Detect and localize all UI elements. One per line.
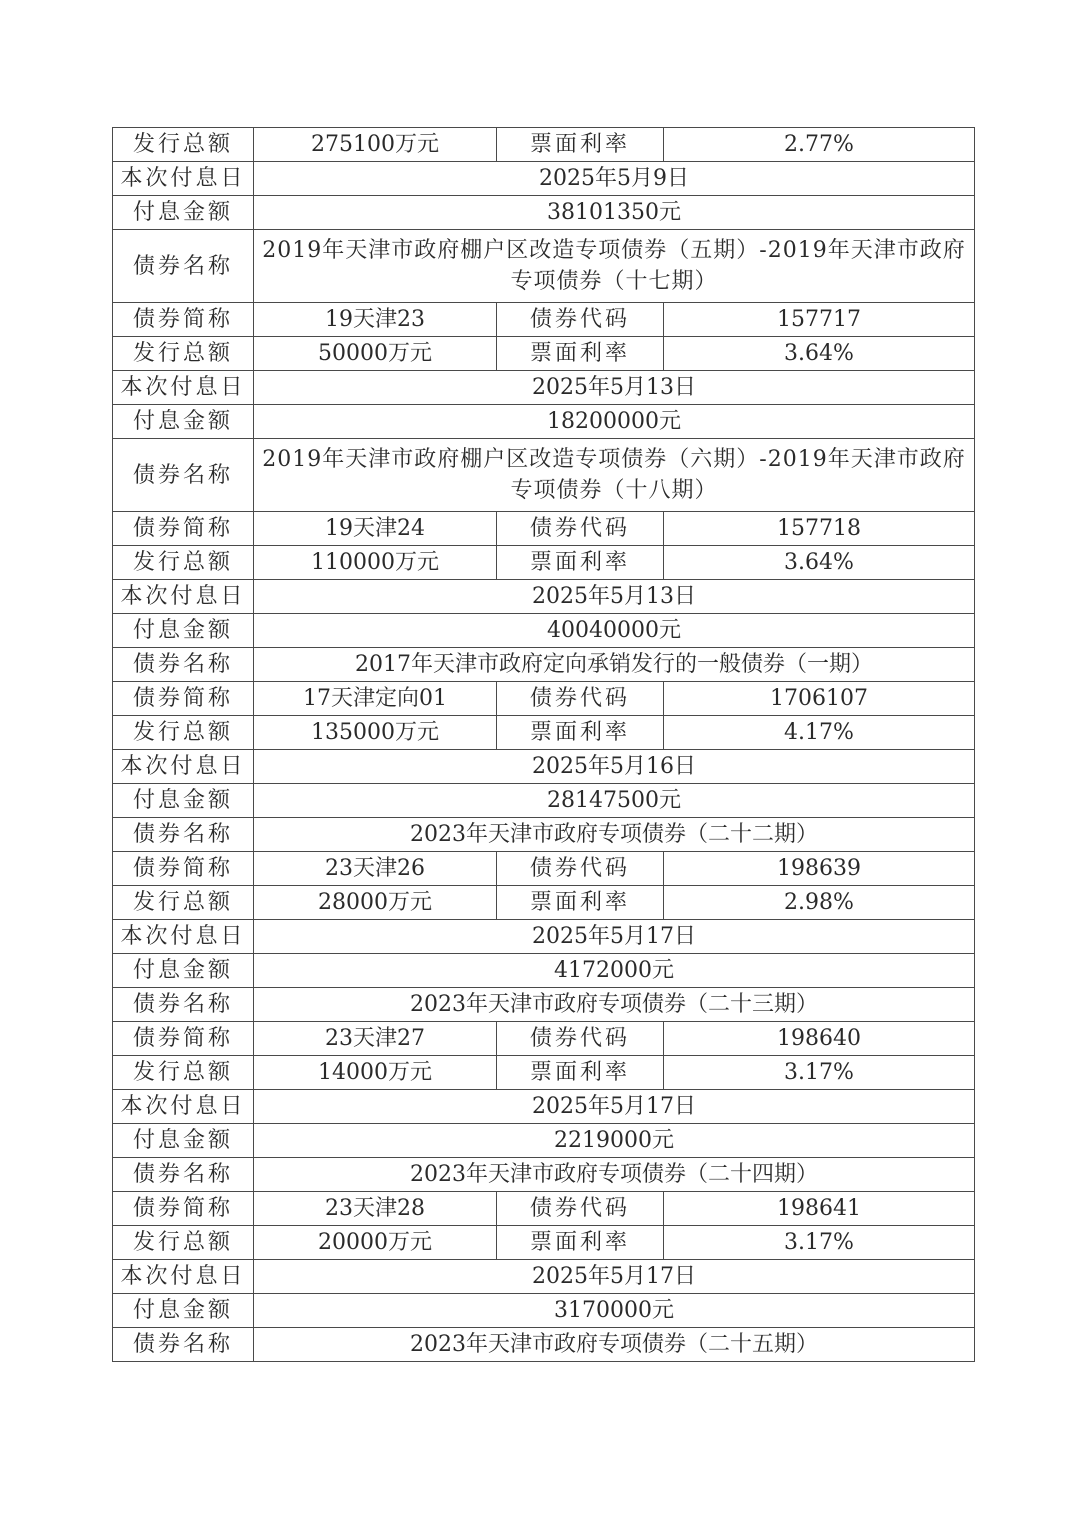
coupon-rate-label: 票面利率 <box>497 128 664 162</box>
bond-code-value: 198639 <box>664 852 975 886</box>
pay-amount-value: 18200000元 <box>254 405 975 439</box>
pay-amount-value: 28147500元 <box>254 784 975 818</box>
short-name-label: 债券简称 <box>113 1192 254 1226</box>
issue-total-value: 110000万元 <box>254 546 497 580</box>
pay-date-value: 2025年5月17日 <box>254 1090 975 1124</box>
pay-date-value: 2025年5月13日 <box>254 580 975 614</box>
pay-date-value: 2025年5月13日 <box>254 371 975 405</box>
pay-amount-value: 4172000元 <box>254 954 975 988</box>
pay-date-label: 本次付息日 <box>113 580 254 614</box>
bond-name-label: 债券名称 <box>113 648 254 682</box>
table-row <box>113 371 975 405</box>
table-row <box>113 1158 975 1192</box>
coupon-rate-value: 4.17% <box>664 716 975 750</box>
short-name-value: 17天津定向01 <box>254 682 497 716</box>
pay-amount-value: 38101350元 <box>254 196 975 230</box>
bond-code-label: 债券代码 <box>497 303 664 337</box>
issue-total-value: 20000万元 <box>254 1226 497 1260</box>
short-name-value: 23天津26 <box>254 852 497 886</box>
short-name-label: 债券简称 <box>113 512 254 546</box>
issue-total-value: 14000万元 <box>254 1056 497 1090</box>
table-row <box>113 196 975 230</box>
pay-date-label: 本次付息日 <box>113 371 254 405</box>
bond-code-label: 债券代码 <box>497 1192 664 1226</box>
coupon-rate-label: 票面利率 <box>497 1226 664 1260</box>
table-row <box>113 439 975 512</box>
coupon-rate-value: 3.64% <box>664 546 975 580</box>
pay-date-value: 2025年5月17日 <box>254 920 975 954</box>
table-row <box>113 162 975 196</box>
short-name-value: 19天津24 <box>254 512 497 546</box>
table-row <box>113 1192 975 1226</box>
table-row <box>113 1328 975 1362</box>
short-name-value: 23天津28 <box>254 1192 497 1226</box>
pay-amount-label: 付息金额 <box>113 1294 254 1328</box>
issue-total-label: 发行总额 <box>113 546 254 580</box>
short-name-label: 债券简称 <box>113 852 254 886</box>
issue-total-label: 发行总额 <box>113 716 254 750</box>
coupon-rate-value: 2.98% <box>664 886 975 920</box>
table-row <box>113 405 975 439</box>
pay-amount-label: 付息金额 <box>113 196 254 230</box>
short-name-label: 债券简称 <box>113 1022 254 1056</box>
bond-name-label: 债券名称 <box>113 1328 254 1362</box>
bond-code-value: 1706107 <box>664 682 975 716</box>
bond-code-label: 债券代码 <box>497 1022 664 1056</box>
bond-code-label: 债券代码 <box>497 852 664 886</box>
coupon-rate-value: 3.17% <box>664 1226 975 1260</box>
bond-name-value: 2023年天津市政府专项债券（二十四期） <box>254 1158 975 1192</box>
coupon-rate-value: 2.77% <box>664 128 975 162</box>
table-row <box>113 1124 975 1158</box>
table-row <box>113 954 975 988</box>
pay-amount-value: 3170000元 <box>254 1294 975 1328</box>
bond-name-value: 2023年天津市政府专项债券（二十二期） <box>254 818 975 852</box>
bond-code-label: 债券代码 <box>497 682 664 716</box>
issue-total-label: 发行总额 <box>113 886 254 920</box>
pay-date-value: 2025年5月16日 <box>254 750 975 784</box>
table-row <box>113 580 975 614</box>
coupon-rate-label: 票面利率 <box>497 337 664 371</box>
table-row <box>113 1294 975 1328</box>
coupon-rate-label: 票面利率 <box>497 1056 664 1090</box>
table-row <box>113 682 975 716</box>
table-row <box>113 1022 975 1056</box>
bond-interest-table <box>112 127 975 1362</box>
short-name-label: 债券简称 <box>113 303 254 337</box>
issue-total-label: 发行总额 <box>113 337 254 371</box>
bond-name-label: 债券名称 <box>113 818 254 852</box>
coupon-rate-label: 票面利率 <box>497 716 664 750</box>
table-row <box>113 648 975 682</box>
bond-name-value: 2023年天津市政府专项债券（二十五期） <box>254 1328 975 1362</box>
table-row <box>113 303 975 337</box>
pay-date-label: 本次付息日 <box>113 750 254 784</box>
bond-name-label: 债券名称 <box>113 1158 254 1192</box>
bond-code-value: 157718 <box>664 512 975 546</box>
table-row <box>113 852 975 886</box>
table-row <box>113 920 975 954</box>
table-row <box>113 512 975 546</box>
table-row <box>113 818 975 852</box>
issue-total-value: 135000万元 <box>254 716 497 750</box>
bond-code-value: 198640 <box>664 1022 975 1056</box>
pay-date-label: 本次付息日 <box>113 1090 254 1124</box>
issue-total-value: 28000万元 <box>254 886 497 920</box>
coupon-rate-label: 票面利率 <box>497 886 664 920</box>
pay-amount-label: 付息金额 <box>113 405 254 439</box>
short-name-value: 23天津27 <box>254 1022 497 1056</box>
pay-amount-value: 40040000元 <box>254 614 975 648</box>
table-row <box>113 1226 975 1260</box>
bond-code-value: 198641 <box>664 1192 975 1226</box>
pay-date-value: 2025年5月17日 <box>254 1260 975 1294</box>
bond-name-value: 2019年天津市政府棚户区改造专项债券（六期）-2019年天津市政府专项债券（十八期） <box>254 439 975 512</box>
table-row <box>113 337 975 371</box>
issue-total-label: 发行总额 <box>113 1226 254 1260</box>
pay-amount-label: 付息金额 <box>113 954 254 988</box>
pay-date-value: 2025年5月9日 <box>254 162 975 196</box>
table-row <box>113 614 975 648</box>
table-row <box>113 1260 975 1294</box>
bond-name-value: 2017年天津市政府定向承销发行的一般债券（一期） <box>254 648 975 682</box>
coupon-rate-label: 票面利率 <box>497 546 664 580</box>
bond-code-value: 157717 <box>664 303 975 337</box>
bond-name-label: 债券名称 <box>113 988 254 1022</box>
pay-date-label: 本次付息日 <box>113 1260 254 1294</box>
pay-amount-label: 付息金额 <box>113 614 254 648</box>
issue-total-label: 发行总额 <box>113 128 254 162</box>
pay-amount-label: 付息金额 <box>113 784 254 818</box>
pay-date-label: 本次付息日 <box>113 162 254 196</box>
pay-date-label: 本次付息日 <box>113 920 254 954</box>
coupon-rate-value: 3.64% <box>664 337 975 371</box>
coupon-rate-value: 3.17% <box>664 1056 975 1090</box>
table-row <box>113 988 975 1022</box>
table-row <box>113 128 975 162</box>
table-row <box>113 546 975 580</box>
bond-name-label: 债券名称 <box>113 439 254 512</box>
short-name-label: 债券简称 <box>113 682 254 716</box>
table-row <box>113 784 975 818</box>
table-row <box>113 230 975 303</box>
issue-total-value: 275100万元 <box>254 128 497 162</box>
table-row <box>113 716 975 750</box>
bond-name-value: 2023年天津市政府专项债券（二十三期） <box>254 988 975 1022</box>
issue-total-value: 50000万元 <box>254 337 497 371</box>
table-row <box>113 886 975 920</box>
issue-total-label: 发行总额 <box>113 1056 254 1090</box>
bond-code-label: 债券代码 <box>497 512 664 546</box>
short-name-value: 19天津23 <box>254 303 497 337</box>
pay-amount-value: 2219000元 <box>254 1124 975 1158</box>
table-row <box>113 750 975 784</box>
pay-amount-label: 付息金额 <box>113 1124 254 1158</box>
bond-name-value: 2019年天津市政府棚户区改造专项债券（五期）-2019年天津市政府专项债券（十七期） <box>254 230 975 303</box>
table-row <box>113 1090 975 1124</box>
table-row <box>113 1056 975 1090</box>
bond-name-label: 债券名称 <box>113 230 254 303</box>
